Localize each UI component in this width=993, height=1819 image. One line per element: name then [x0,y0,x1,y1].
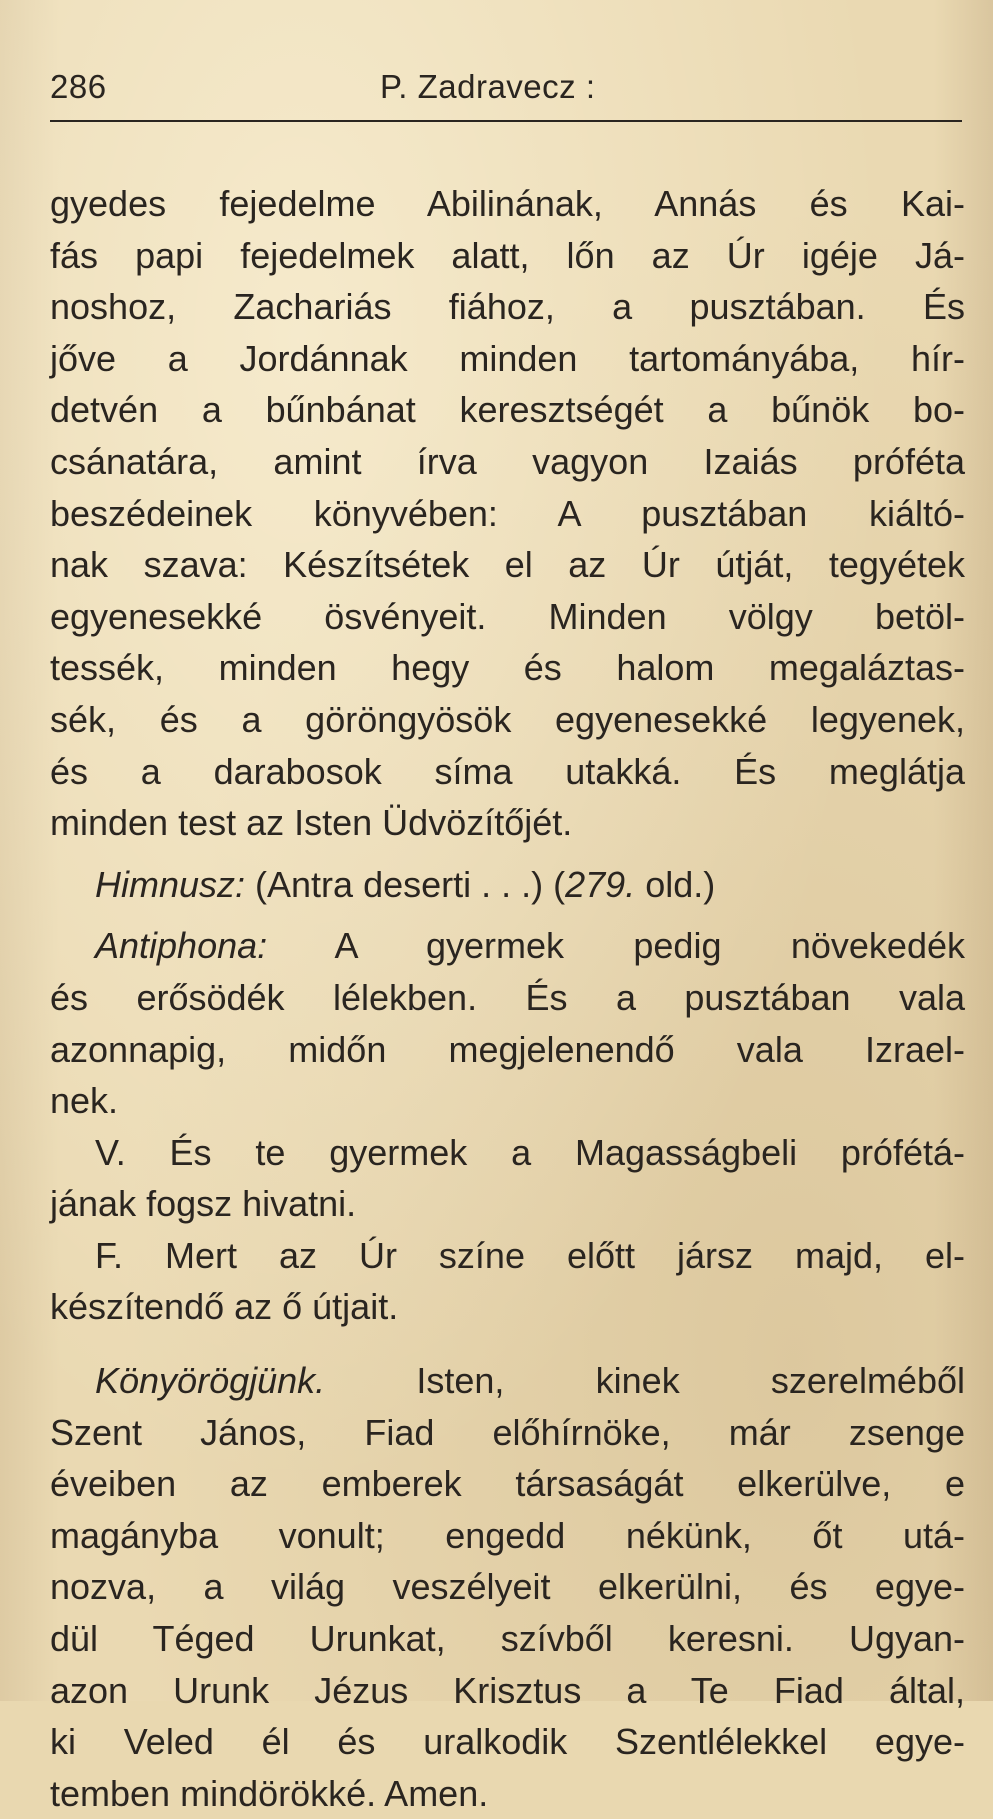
antiphon-first-line [50,920,965,972]
text-line: nek. [50,1080,119,1122]
antiphon-first-text: A gyermek pedig növekedék [267,925,965,967]
text-line: noshoz, Zachariás fiához, a pusztában. És [50,286,965,328]
response [50,1230,965,1333]
hymn-label: Himnusz: [95,863,246,905]
text-line: minden test az Isten Üdvözítőjét. [50,802,573,844]
text-line: tessék, minden hegy és halom megaláztas- [50,647,965,689]
text-line: nak szava: Készítsétek el az Úr útját, tegyétek [50,544,965,586]
text-line: detvén a bűnbánat keresztségét a bűnök bo- [50,389,965,431]
text-line: temben mindörökké. Amen. [50,1772,489,1814]
hymn-reference [50,859,965,911]
text-line: és a darabosok síma utakká. És meglátja [50,750,965,792]
antiphon-label: Antiphona: [95,925,268,967]
versicle-line: V. És te gyermek a Magasságbeli prófétá- [95,1131,965,1173]
response-line: F. Mert az Úr színe előtt jársz majd, el- [95,1234,965,1276]
text-line: sék, és a göröngyösök egyenesekké legyenek, [50,698,965,740]
text-line: ki Veled él és uralkodik Szentlélekkel egye- [50,1721,965,1763]
prayer-first-text: Isten, kinek szerelméből [325,1360,965,1402]
prayer-first-line [50,1355,965,1407]
text-line: csánatára, amint írva vagyon Izaiás próféta [50,440,965,482]
response-line: készítendő az ő útjait. [50,1286,399,1328]
hymn-page-ref: 279. [565,863,636,905]
running-head: P. Zadravecz : [380,68,596,105]
header-rule [50,120,962,122]
paragraph-gospel [50,178,965,849]
hymn-line [50,859,965,911]
text-line: beszédeinek könyvében: A pusztában kiáltó- [50,492,965,534]
text-line: éveiben az emberek társaságát elkerülve, e [50,1463,965,1505]
prayer-paragraph [50,1355,965,1819]
text-line: azon Urunk Jézus Krisztus a Te Fiad által, [50,1669,965,1711]
hymn-text: (Antra deserti . . .) ( [245,863,566,905]
text-line: és erősödék lélekben. És a pusztában vala [50,976,965,1018]
versicle [50,1127,965,1230]
text-line: nozva, a világ veszélyeit elkerülni, és egye- [50,1566,965,1608]
page-body [50,178,965,1819]
text-line: fás papi fejedelmek alatt, lőn az Úr igéje Já- [50,234,965,276]
page-header [50,60,962,122]
text-line: jőve a Jordánnak minden tartományába, hír- [50,337,965,379]
text-line: Szent János, Fiad előhírnöke, már zsenge [50,1411,965,1453]
text-line: gyedes fejedelme Abilinának, Annás és Kai- [50,183,965,224]
page-number: 286 [50,68,107,105]
hymn-suffix: old.) [635,863,716,905]
text-line: egyenesekké ösvényeit. Minden völgy betöl- [50,595,965,637]
text-line: azonnapig, midőn megjelenendő vala Izrael- [50,1028,965,1070]
text-line: magányba vonult; engedd nékünk, őt utá- [50,1514,965,1556]
prayer-label: Könyörögjünk. [95,1360,326,1402]
text-line: dül Téged Urunkat, szívből keresni. Ugyan- [50,1618,965,1660]
versicle-line: jának fogsz hivatni. [50,1183,357,1225]
antiphon-paragraph [50,920,965,1126]
